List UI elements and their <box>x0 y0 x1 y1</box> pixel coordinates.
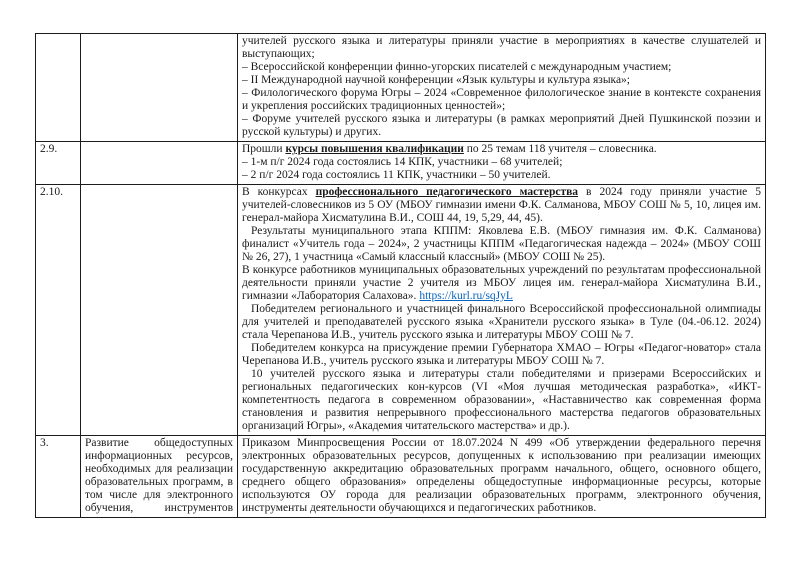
paragraph <box>242 303 761 342</box>
paragraph <box>242 35 761 61</box>
report-table <box>35 33 766 518</box>
paragraph <box>242 113 761 139</box>
table-row <box>36 142 766 185</box>
content-cell <box>238 34 766 142</box>
row-number-cell: 3. <box>36 436 81 518</box>
paragraph <box>242 342 761 368</box>
paragraph <box>242 437 761 515</box>
paragraph <box>242 87 761 113</box>
text-run: В конкурсах <box>242 186 316 198</box>
paragraph <box>85 437 233 515</box>
text-run: по 25 темам 118 учителя – словесника. <box>463 143 657 155</box>
activity-cell <box>81 436 238 518</box>
row-number-cell <box>36 34 81 142</box>
text-run: в 2024 году приняли участие 5 учителей-словесников из 5 ОУ (МБОУ гимназии имени Ф.К. Салманова, МБОУ СОШ № 5, 10, лицея им. генерал-майора Хисматулина В.И., СОШ 44, 19, 5,29, 44, 45). <box>242 186 761 224</box>
activity-cell <box>81 185 238 436</box>
external-link[interactable]: https://kurl.ru/sqJyL <box>419 290 513 302</box>
text-run: Победителем конкурса на присуждение премии Губернатора ХМАО – Югры «Педагог-новатор» стала Черепанова И.В., учитель русского языка и литературы МБОУ СОШ № 7. <box>242 342 761 367</box>
text-run: Развитие общедоступных информационных ресурсов, необходимых для реализации образовательных программ, в том числе для электронного обучения, инструментов <box>85 437 233 514</box>
text-run: – Филологического форума Югры – 2024 «Современное филологическое знание в контексте сохранения и укрепления российских традиционных ценностей»; <box>242 87 761 112</box>
text-run: – 2 п/г 2024 года состоялись 11 КПК, участники – 50 учителей. <box>242 169 551 181</box>
row-number-cell: 2.9. <box>36 142 81 185</box>
table-row <box>36 436 766 518</box>
text-run: 10 учителей русского языка и литературы стали победителями и призерами Всероссийских и региональных педагогических кон-курсов (VI «Моя лучшая методическая разработка», «ИКТ-компетентность педагога в современном образовании», «Наставничество как современная форма становления и развития непрерывного профессионального мастерства педагогов образовательных организаций Югры», «Академия читательского мастерства» и др.). <box>242 368 761 432</box>
highlighted-term: курсы повышения квалификации <box>285 143 464 155</box>
content-cell <box>238 142 766 185</box>
content-cell <box>238 436 766 518</box>
text-run: В конкурсе работников муниципальных образовательных учреждений по результатам профессиональной деятельности приняли участие 2 учителя из МБОУ лицея им. генерал-майора Хисматулина В.И., гимназии «Лаборатория Салахова». <box>242 264 761 302</box>
text-run: – Всероссийской конференции финно-угорских писателей с международным участием; <box>242 61 672 73</box>
text-run: Победителем регионального и участницей финального Всероссийской профессиональной олимпиады для учителей и преподавателей русского языка «Хранители русского языка» в Туле (04.-06.12. 2024) стала Черепанова И.В., учитель русского языка и литературы МБОУ СОШ № 7. <box>242 303 761 341</box>
paragraph <box>242 169 761 182</box>
text-run: – Форуме учителей русского языка и литературы (в рамках мероприятий Дней Пушкинской поэзии и русской культуры) и других. <box>242 113 761 138</box>
paragraph <box>242 156 761 169</box>
table-row <box>36 34 766 142</box>
row-number-cell: 2.10. <box>36 185 81 436</box>
activity-cell <box>81 34 238 142</box>
text-run: учителей русского языка и литературы приняли участие в мероприятиях в качестве слушателей и выступающих; <box>242 35 761 60</box>
text-run: – 1-м п/г 2024 года состоялись 14 КПК, участники – 68 учителей; <box>242 156 563 168</box>
text-run: Приказом Минпросвещения России от 18.07.2024 N 499 «Об утверждении федерального перечня электронных образовательных ресурсов, допущенных к использованию при реализации имеющих государственную аккредитацию образовательных программ начального, общего, основного общего, среднего общего образования» определены общедоступные информационные ресурсы, которые используются ОУ города для реализации образовательных программ, электронного обучения, инструменты деятельности обучающихся и педагогических работников. <box>242 437 761 514</box>
paragraph <box>242 264 761 303</box>
content-cell <box>238 185 766 436</box>
paragraph <box>242 186 761 225</box>
activity-cell <box>81 142 238 185</box>
text-run: Результаты муниципального этапа КППМ: Яковлева Е.В. (МБОУ гимназия им. Ф.К. Салманова) финалист «Учитель года – 2024», 2 участницы КППМ «Педагогическая надежда – 2024» (МБОУ СОШ № 26, 27), 1 участница «Самый классный классный» (МБОУ СОШ № 25). <box>242 225 761 263</box>
paragraph <box>242 368 761 433</box>
paragraph <box>242 143 761 156</box>
table-body <box>36 34 766 518</box>
paragraph <box>242 61 761 74</box>
text-run: Прошли <box>242 143 286 155</box>
table-row <box>36 185 766 436</box>
paragraph <box>242 225 761 264</box>
paragraph <box>242 74 761 87</box>
text-run: – II Международной научной конференции «Язык культуры и культура языка»; <box>242 74 631 86</box>
highlighted-term: профессионального педагогического мастерства <box>315 186 579 198</box>
